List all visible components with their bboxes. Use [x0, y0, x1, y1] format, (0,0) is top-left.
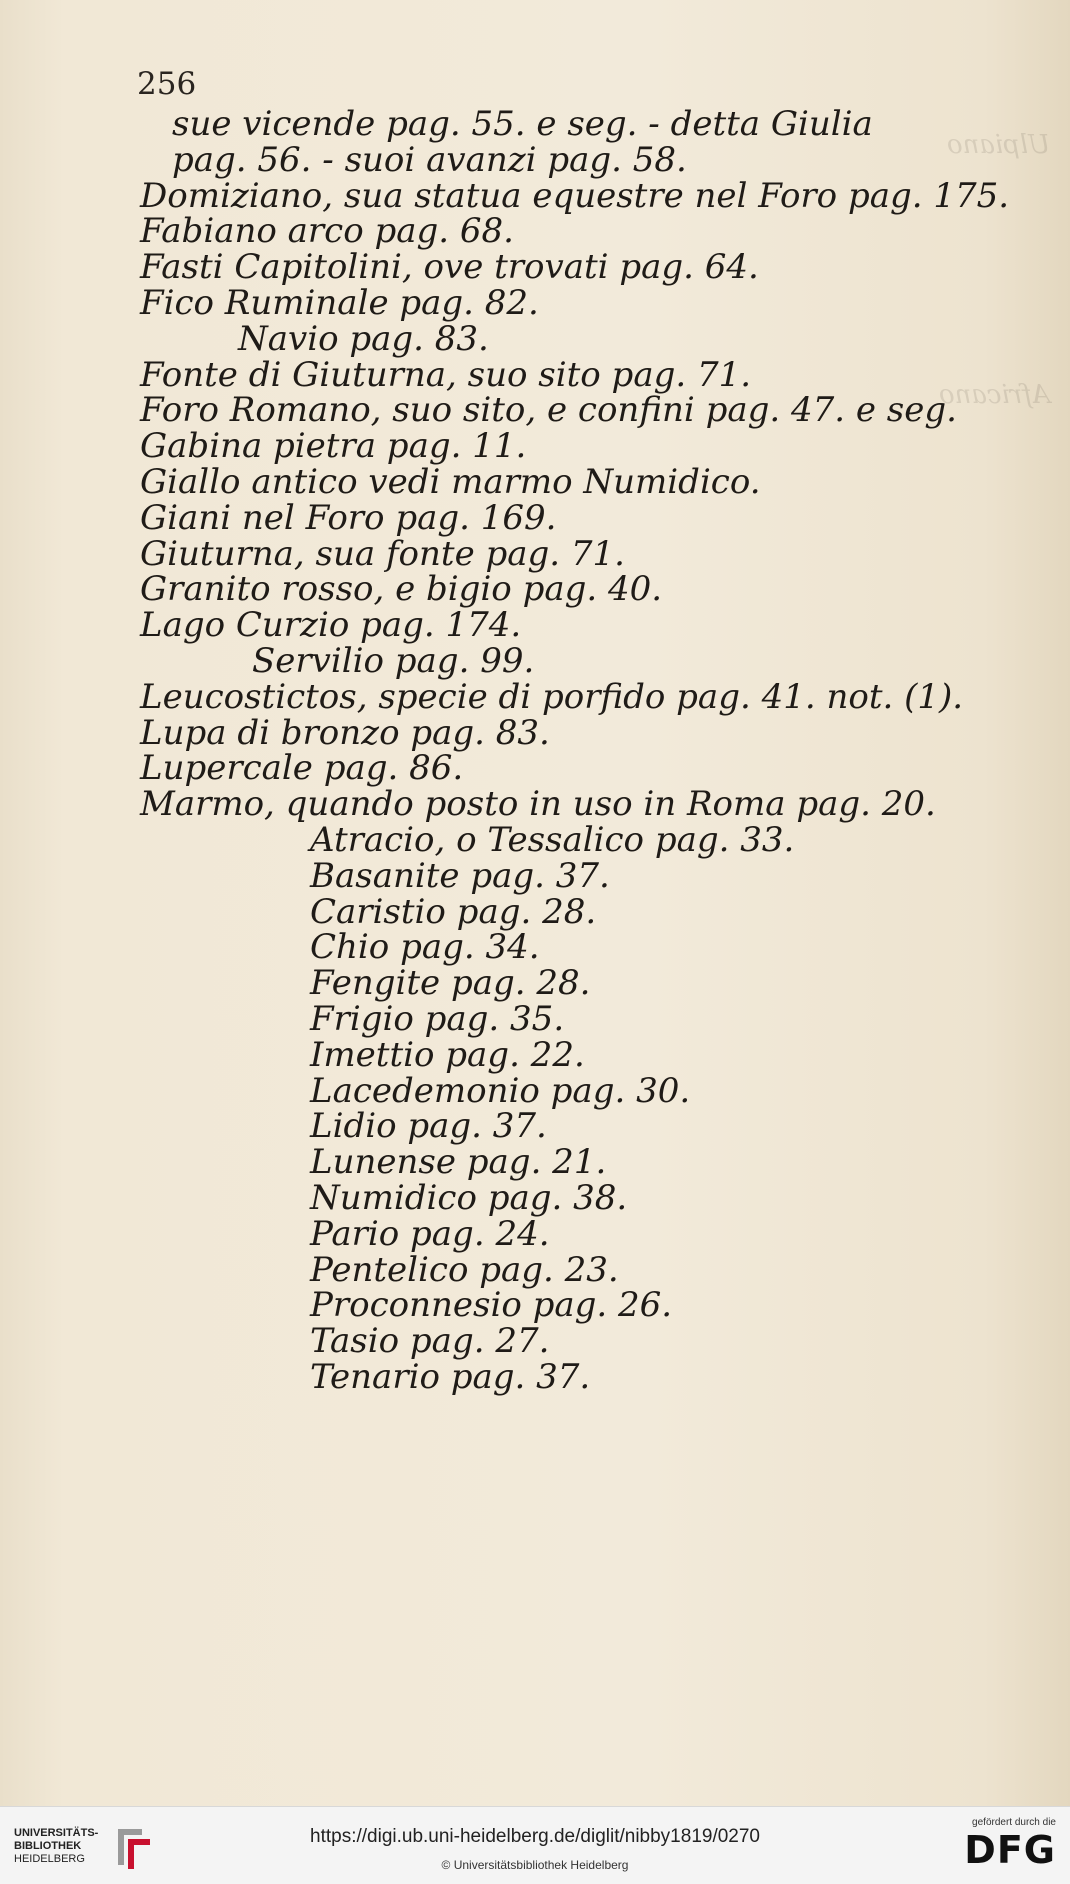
index-entry: pag. 56. - suoi avanzi pag. 58.: [172, 139, 687, 180]
index-entry: Giallo antico vedi marmo Numidico.: [140, 462, 761, 502]
index-entry: Pentelico pag. 23.: [310, 1249, 619, 1290]
page-number: 256: [137, 66, 197, 102]
index-entry: Giani nel Foro pag. 169.: [140, 497, 557, 538]
viewer-footer: [0, 1806, 1070, 1884]
library-name-line2: BIBLIOTHEK: [14, 1840, 82, 1852]
index-entry: Lidio pag. 37.: [310, 1106, 547, 1147]
copyright-notice: © Universitätsbibliothek Heidelberg: [441, 1858, 629, 1872]
index-entry: Tenario pag. 37.: [310, 1357, 591, 1397]
index-entry: Fabiano arco pag. 68.: [140, 211, 514, 252]
index-entry: Fengite pag. 28.: [310, 963, 591, 1004]
index-entry: Numidico pag. 38.: [310, 1178, 628, 1218]
index-entry: Leucostictos, specie di porfido pag. 41. not. (1).: [140, 676, 964, 717]
index-entry: Basanite pag. 37.: [310, 855, 610, 896]
index-entry: Navio pag. 83.: [238, 318, 489, 359]
library-name-line3: HEIDELBERG: [14, 1853, 85, 1865]
index-entry: Atracio, o Tessalico pag. 33.: [310, 820, 795, 860]
funder-logo[interactable]: [936, 1817, 1056, 1877]
index-entry: Fonte di Giuturna, suo sito pag. 71.: [140, 354, 752, 395]
index-entry: Lacedemonio pag. 30.: [310, 1070, 691, 1111]
index-entry: Marmo, quando posto in uso in Roma pag. 20.: [140, 784, 936, 825]
index-entry: Lago Curzio pag. 174.: [140, 605, 522, 646]
index-entry: Chio pag. 34.: [310, 927, 540, 968]
index-entry: Frigio pag. 35.: [310, 999, 565, 1039]
page-url-link[interactable]: https://digi.ub.uni-heidelberg.de/diglit/nibby1819/0270: [310, 1826, 760, 1847]
index-entry: Servilio pag. 99.: [252, 641, 535, 681]
index-entry: Fico Ruminale pag. 82.: [140, 283, 539, 323]
index-entry: Domiziano, sua statua equestre nel Foro pag. 175.: [140, 175, 1010, 216]
index-entry: Gabina pietra pag. 11.: [140, 426, 527, 467]
index-entry: Foro Romano, suo sito, e confini pag. 47. e seg.: [140, 390, 957, 431]
dfg-logo-text: DFG: [964, 1828, 1056, 1872]
bleed-through-text: Africano: [938, 380, 1050, 410]
index-entry: Lupercale pag. 86.: [140, 748, 464, 789]
index-entry: Lunense pag. 21.: [310, 1142, 607, 1183]
index-entry: Imettio pag. 22.: [310, 1034, 585, 1075]
bleed-through-text: Ulpiano: [946, 130, 1050, 160]
index-entry: Caristio pag. 28.: [310, 891, 597, 932]
index-entry: Proconnesio pag. 26.: [310, 1285, 673, 1326]
index-entry: Fasti Capitolini, ove trovati pag. 64.: [140, 247, 759, 288]
index-entry: Giuturna, sua fonte pag. 71.: [140, 533, 625, 574]
index-entry: Pario pag. 24.: [310, 1213, 550, 1254]
index-entry: Lupa di bronzo pag. 83.: [140, 712, 550, 753]
index-entry: Granito rosso, e bigio pag. 40.: [140, 569, 663, 610]
funder-caption: gefördert durch die: [972, 1817, 1056, 1828]
library-name-line1: UNIVERSITÄTS-: [14, 1827, 99, 1839]
index-entry: Tasio pag. 27.: [310, 1321, 550, 1362]
index-entry: sue vicende pag. 55. e seg. - detta Giulia: [172, 104, 873, 144]
